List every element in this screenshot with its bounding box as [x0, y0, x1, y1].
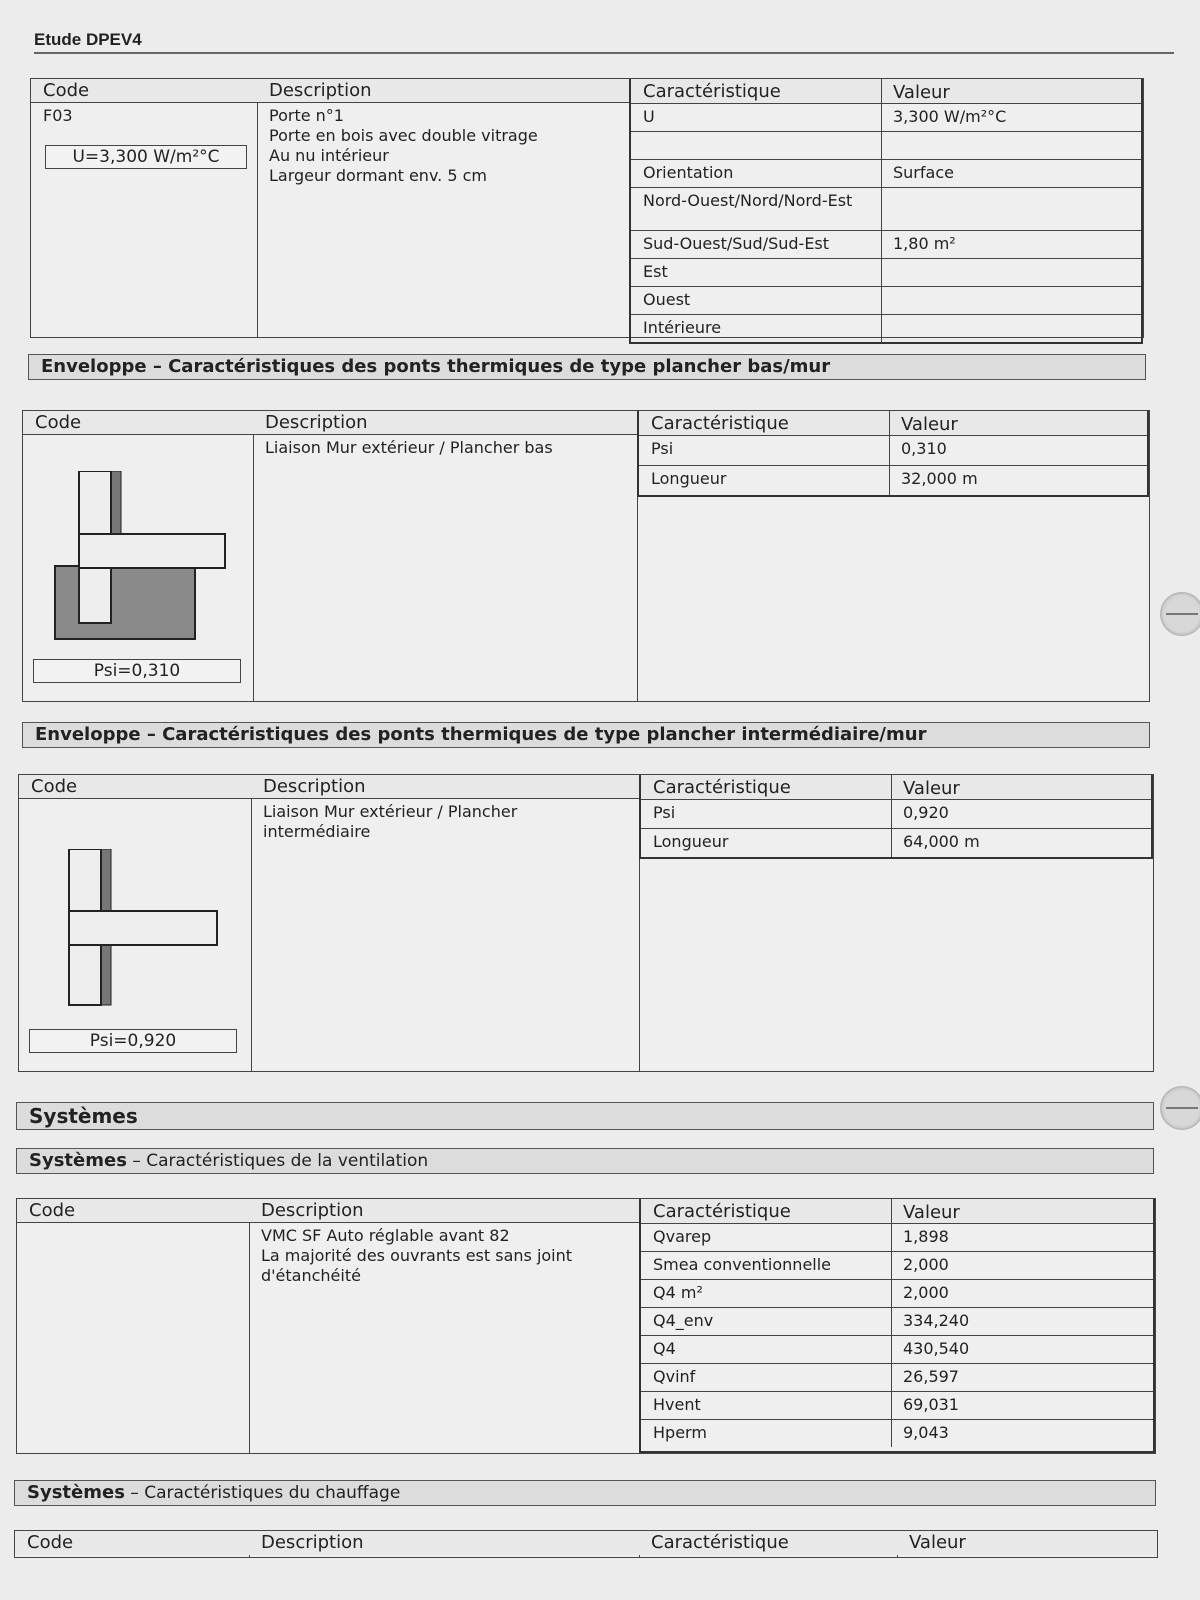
section-title-ventilation — [16, 1148, 1154, 1174]
header-rule — [34, 52, 1174, 54]
bridge-mid-description — [263, 802, 631, 842]
ventilation-char-table — [639, 1199, 1155, 1453]
char-key: Orientation — [643, 163, 734, 182]
description-line: Largeur dormant env. 5 cm — [269, 166, 487, 185]
char-key: Hperm — [653, 1423, 707, 1442]
door-description — [269, 106, 621, 186]
characteristic-header: Caractéristique — [651, 413, 789, 434]
char-row — [631, 132, 1141, 160]
description-line: Au nu intérieur — [269, 146, 389, 165]
code-header: Code — [31, 79, 257, 103]
char-key: Smea conventionnelle — [653, 1255, 832, 1274]
char-value: 430,540 — [903, 1339, 970, 1358]
punch-hole — [1160, 592, 1200, 636]
char-key: Qvarep — [653, 1227, 712, 1246]
char-row — [641, 829, 1151, 857]
value-column — [897, 1531, 1157, 1557]
char-key: Psi — [653, 803, 676, 822]
value-header: Valeur — [903, 1202, 960, 1223]
ventilation-description — [261, 1226, 631, 1286]
characteristic-column — [639, 1199, 1155, 1453]
char-value: 0,920 — [903, 803, 949, 822]
char-key: Q4_env — [653, 1311, 714, 1330]
bridge-low-char-table — [637, 411, 1149, 497]
char-value: 3,300 W/m²°C — [893, 107, 1007, 126]
char-value: 32,000 m — [901, 469, 978, 488]
char-value: 2,000 — [903, 1255, 949, 1274]
characteristic-header: Caractéristique — [643, 81, 781, 102]
bridge-mid-char-table — [639, 775, 1153, 859]
code-header: Code — [19, 775, 251, 799]
description-header: Description — [249, 1531, 639, 1555]
value-header: Valeur — [893, 82, 950, 103]
section-title-mid-floor: Enveloppe – Caractéristiques des ponts thermiques de type plancher intermédiaire/mur — [22, 722, 1150, 748]
description-header: Description — [251, 775, 639, 799]
heating-header-row — [14, 1530, 1158, 1558]
description-column — [251, 775, 640, 1071]
value-header: Valeur — [901, 414, 958, 435]
char-row — [641, 1420, 1153, 1447]
char-key: Sud-Ouest/Sud/Sud-Est — [643, 234, 830, 253]
char-key: Qvinf — [653, 1367, 696, 1386]
characteristic-column — [639, 775, 1153, 1071]
psi-value-box: Psi=0,310 — [33, 659, 241, 683]
description-line: VMC SF Auto réglable avant 82 — [261, 1226, 510, 1245]
char-value: 1,898 — [903, 1227, 949, 1246]
char-key: Q4 — [653, 1339, 676, 1358]
characteristic-header: Caractéristique — [653, 1201, 791, 1222]
char-row — [641, 1336, 1153, 1364]
char-key: Nord-Ouest/Nord/Nord-Est — [643, 191, 853, 210]
u-value-box: U=3,300 W/m²°C — [45, 145, 247, 169]
char-value: 9,043 — [903, 1423, 949, 1442]
char-value: 69,031 — [903, 1395, 959, 1414]
description-line: Liaison Mur extérieur / Plancher — [263, 802, 518, 821]
psi-value-box: Psi=0,920 — [29, 1029, 237, 1053]
description-line: La majorité des ouvrants est sans joint — [261, 1246, 573, 1265]
bridge-low-block — [22, 410, 1150, 702]
char-row — [641, 1224, 1153, 1252]
char-row — [631, 287, 1141, 315]
door-code: F03 — [43, 106, 73, 125]
ventilation-block — [16, 1198, 1156, 1454]
description-header: Description — [249, 1199, 639, 1223]
door-char-table — [629, 79, 1143, 344]
char-key: Longueur — [653, 832, 729, 851]
char-key: Longueur — [651, 469, 727, 488]
value-header: Valeur — [897, 1531, 1157, 1555]
section-title-ventilation-rest: – Caractéristiques de la ventilation — [126, 1151, 429, 1171]
bridge-mid-block — [18, 774, 1154, 1072]
section-title-low-floor: Enveloppe – Caractéristiques des ponts thermiques de type plancher bas/mur — [28, 354, 1146, 380]
section-title-ventilation-bold: Systèmes — [29, 1150, 127, 1171]
char-value: 1,80 m² — [893, 234, 956, 253]
page-header — [34, 30, 1174, 50]
description-header: Description — [257, 79, 629, 103]
characteristic-column — [629, 79, 1143, 337]
char-value: 334,240 — [903, 1311, 970, 1330]
section-title-heating-bold: Systèmes — [27, 1482, 125, 1503]
code-header: Code — [17, 1199, 249, 1223]
code-column — [31, 79, 258, 337]
char-row — [631, 259, 1141, 287]
door-block — [30, 78, 1144, 338]
description-line: Porte n°1 — [269, 106, 344, 125]
char-row — [641, 800, 1151, 829]
value-header: Valeur — [903, 778, 960, 799]
code-column — [19, 775, 252, 1071]
char-key: U — [643, 107, 655, 126]
char-row — [631, 104, 1141, 132]
section-title-heating-rest: – Caractéristiques du chauffage — [124, 1483, 401, 1503]
section-title-systems: Systèmes — [16, 1102, 1154, 1130]
characteristic-column — [637, 411, 1149, 701]
bridge-low-description: Liaison Mur extérieur / Plancher bas — [265, 438, 553, 457]
char-row — [631, 231, 1141, 259]
description-header: Description — [253, 411, 637, 435]
char-key: Ouest — [643, 290, 691, 309]
code-header: Code — [15, 1531, 249, 1555]
description-line: Porte en bois avec double vitrage — [269, 126, 538, 145]
page-title: Etude DPEV4 — [34, 30, 142, 49]
description-column — [253, 411, 638, 701]
description-line: d'étanchéité — [261, 1266, 361, 1285]
low-floor-junction-diagram — [53, 471, 233, 641]
char-table-header — [641, 1199, 1153, 1224]
char-row — [631, 160, 1141, 188]
char-table-header — [641, 775, 1151, 800]
description-column — [257, 79, 630, 337]
char-key: Intérieure — [643, 318, 722, 337]
char-row — [641, 1364, 1153, 1392]
char-row — [641, 1308, 1153, 1336]
description-line: intermédiaire — [263, 822, 371, 841]
char-key: Psi — [651, 439, 674, 458]
char-table-header — [631, 79, 1141, 104]
char-key: Q4 m² — [653, 1283, 703, 1302]
char-value: 64,000 m — [903, 832, 980, 851]
char-value: 2,000 — [903, 1283, 949, 1302]
char-key: Hvent — [653, 1395, 701, 1414]
section-title-heating — [14, 1480, 1156, 1506]
char-row — [639, 466, 1147, 495]
code-column — [23, 411, 254, 701]
code-header: Code — [23, 411, 253, 435]
characteristic-header: Caractéristique — [653, 777, 791, 798]
code-column — [17, 1199, 250, 1453]
mid-floor-junction-diagram — [67, 849, 227, 1009]
char-table-header — [639, 411, 1147, 436]
char-value: 26,597 — [903, 1367, 959, 1386]
char-row — [641, 1252, 1153, 1280]
char-row — [631, 188, 1141, 231]
punch-hole — [1160, 1086, 1200, 1130]
char-value: 0,310 — [901, 439, 947, 458]
char-row — [631, 315, 1141, 342]
char-row — [639, 436, 1147, 466]
code-column — [15, 1531, 250, 1557]
char-key: Est — [643, 262, 668, 281]
char-row — [641, 1280, 1153, 1308]
characteristic-column — [639, 1531, 898, 1557]
characteristic-header: Caractéristique — [639, 1531, 897, 1555]
char-row — [641, 1392, 1153, 1420]
description-column — [249, 1199, 640, 1453]
char-value: Surface — [893, 163, 954, 182]
description-column — [249, 1531, 640, 1557]
